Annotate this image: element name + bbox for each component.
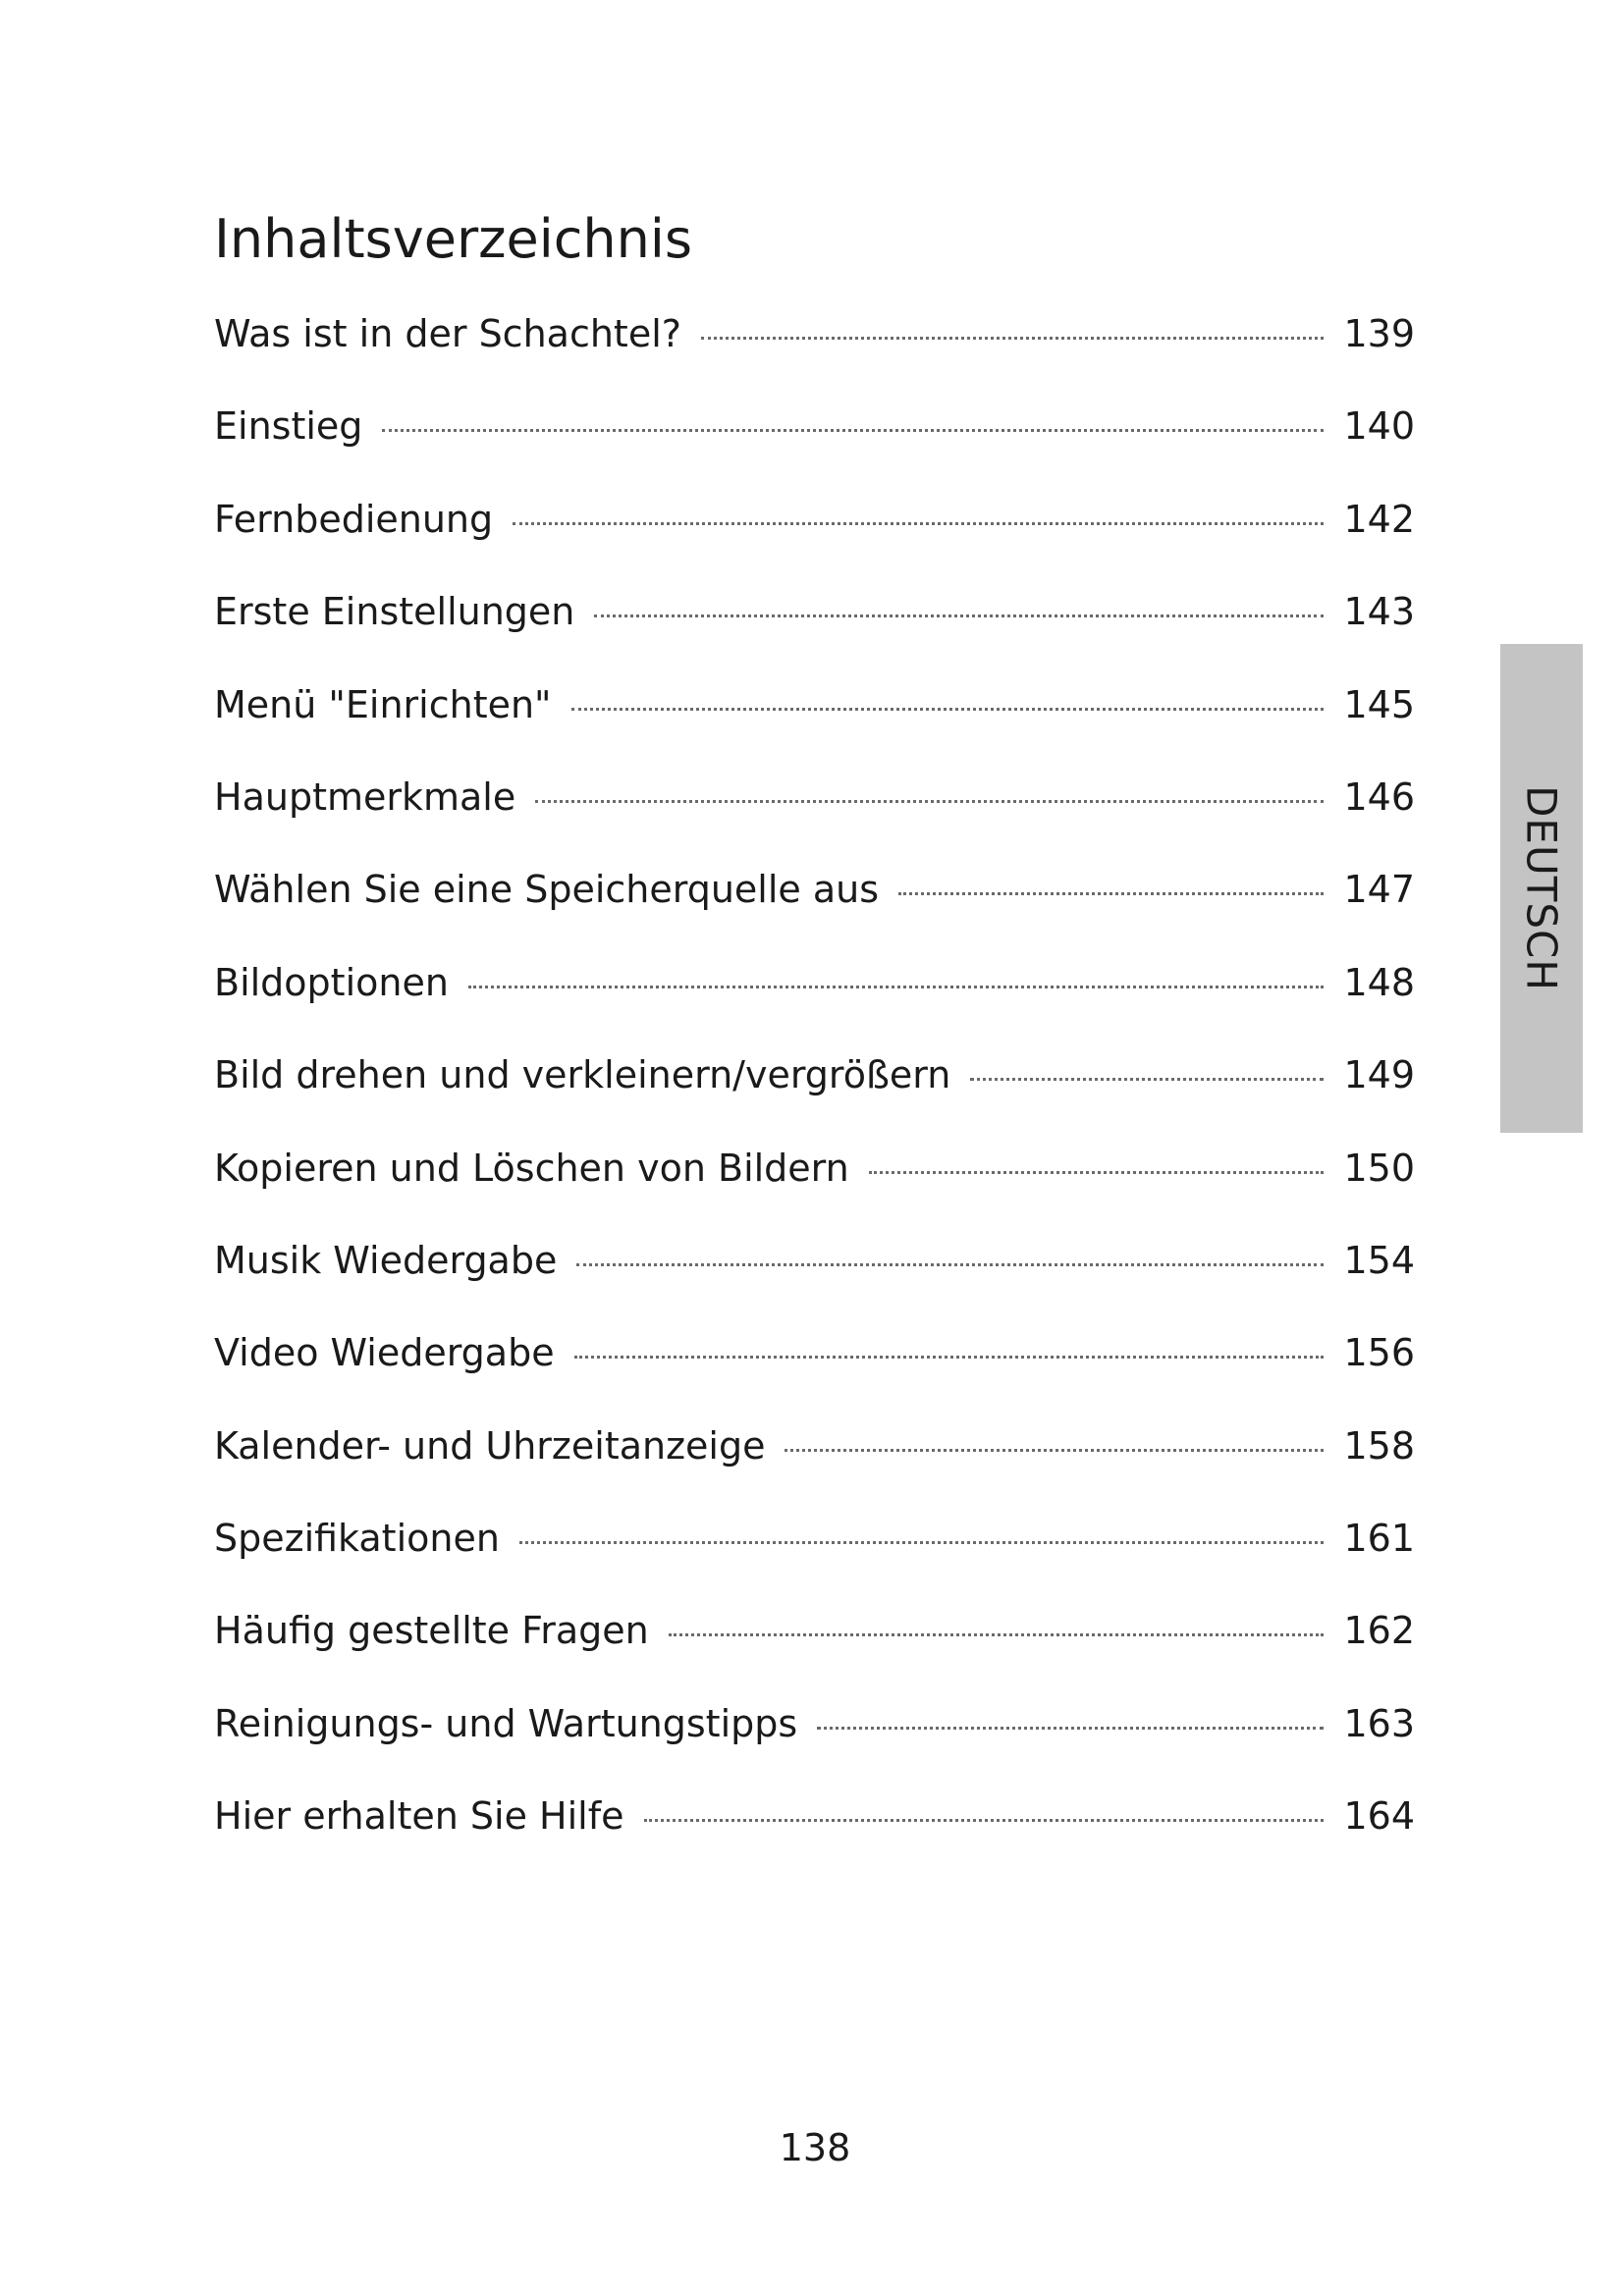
- toc-entry-page: 161: [1343, 1517, 1415, 1561]
- toc-dot-leader: [576, 1263, 1324, 1266]
- toc-entry[interactable]: [214, 490, 1415, 582]
- toc-entry[interactable]: [214, 1139, 1415, 1231]
- toc-entry-label: Bildoptionen: [214, 960, 449, 1004]
- toc-entry[interactable]: [214, 1694, 1415, 1787]
- toc-dot-leader: [669, 1633, 1325, 1636]
- toc-entry-page: 156: [1343, 1331, 1415, 1375]
- toc-entry-page: 163: [1343, 1701, 1415, 1745]
- toc-dot-leader: [571, 708, 1325, 711]
- toc-entry-page: 147: [1343, 868, 1415, 912]
- toc-dot-leader: [701, 337, 1325, 340]
- toc-entry-label: Bild drehen und verkleinern/vergrößern: [214, 1053, 951, 1097]
- toc-entry-page: 143: [1343, 590, 1415, 634]
- page-title: Inhaltsverzeichnis: [214, 208, 693, 270]
- toc-dot-leader: [785, 1449, 1324, 1452]
- toc-dot-leader: [382, 429, 1324, 432]
- toc-entry-page: 150: [1343, 1146, 1415, 1190]
- toc-entry-label: Kopieren und Löschen von Bildern: [214, 1146, 849, 1190]
- toc-entry-label: Spezifikationen: [214, 1517, 500, 1561]
- toc-entry[interactable]: [214, 304, 1415, 397]
- toc-entry[interactable]: [214, 1045, 1415, 1138]
- toc-entry-page: 148: [1343, 960, 1415, 1004]
- toc-entry[interactable]: [214, 1231, 1415, 1323]
- toc-entry-page: 145: [1343, 682, 1415, 726]
- toc-dot-leader: [869, 1171, 1325, 1174]
- toc-entry-label: Häufig gestellte Fragen: [214, 1609, 649, 1653]
- toc-dot-leader: [970, 1078, 1324, 1081]
- toc-entry[interactable]: [214, 1601, 1415, 1693]
- toc-entry-page: 142: [1343, 497, 1415, 541]
- language-tab-label: DEUTSCH: [1517, 785, 1566, 991]
- toc-dot-leader: [644, 1819, 1325, 1822]
- toc-entry-page: 164: [1343, 1794, 1415, 1839]
- toc-dot-leader: [898, 892, 1324, 895]
- toc-entry[interactable]: [214, 397, 1415, 489]
- toc-dot-leader: [519, 1541, 1325, 1544]
- toc-entry-page: 158: [1343, 1423, 1415, 1468]
- language-side-tab: [1500, 644, 1583, 1133]
- toc-entry-label: Fernbedienung: [214, 497, 494, 541]
- page-number: 138: [779, 2126, 851, 2169]
- toc-dot-leader: [574, 1356, 1325, 1359]
- toc-entry-label: Einstieg: [214, 404, 363, 449]
- toc-entry[interactable]: [214, 860, 1415, 952]
- toc-dot-leader: [817, 1727, 1324, 1730]
- toc-entry[interactable]: [214, 768, 1415, 860]
- toc-entry-label: Erste Einstellungen: [214, 590, 575, 634]
- toc-entry-label: Kalender- und Uhrzeitanzeige: [214, 1423, 766, 1468]
- toc-entry[interactable]: [214, 1416, 1415, 1509]
- toc-entry-label: Video Wiedergabe: [214, 1331, 555, 1375]
- toc-entry-page: 162: [1343, 1609, 1415, 1653]
- toc-entry-label: Wählen Sie eine Speicherquelle aus: [214, 868, 880, 912]
- toc-entry-label: Hier erhalten Sie Hilfe: [214, 1794, 624, 1839]
- toc-entry[interactable]: [214, 1509, 1415, 1601]
- toc-entry[interactable]: [214, 953, 1415, 1045]
- toc-entry-page: 139: [1343, 312, 1415, 355]
- toc-entry-label: Reinigungs- und Wartungstipps: [214, 1701, 798, 1745]
- toc-entry[interactable]: [214, 582, 1415, 674]
- toc-entry-page: 146: [1343, 774, 1415, 819]
- toc-dot-leader: [513, 522, 1324, 525]
- toc-dot-leader: [468, 986, 1325, 988]
- toc-entry-page: 140: [1343, 404, 1415, 449]
- toc-entry-label: Musik Wiedergabe: [214, 1238, 558, 1282]
- toc-entry-page: 149: [1343, 1053, 1415, 1097]
- toc-entry[interactable]: [214, 675, 1415, 768]
- toc-entry-page: 154: [1343, 1238, 1415, 1282]
- toc-entry-label: Hauptmerkmale: [214, 774, 516, 819]
- table-of-contents: [214, 304, 1415, 1880]
- toc-entry[interactable]: [214, 1787, 1415, 1879]
- toc-entry-label: Menü "Einrichten": [214, 682, 552, 726]
- toc-entry[interactable]: [214, 1323, 1415, 1415]
- toc-dot-leader: [594, 614, 1324, 617]
- toc-entry-label: Was ist in der Schachtel?: [214, 312, 681, 355]
- toc-dot-leader: [535, 800, 1324, 803]
